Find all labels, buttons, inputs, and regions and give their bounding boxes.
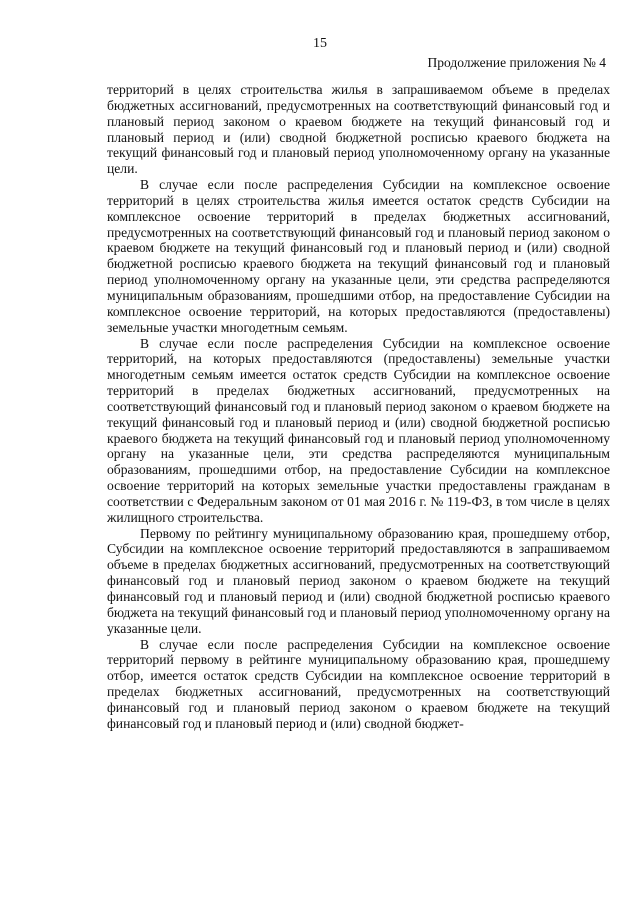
paragraph: Первому по рейтингу муниципальному образованию края, прошедшему отбор, Субсидии на комплексное освоение территорий предоставляются в запрашиваемом объеме в пределах бюджетных ассигнований, предусмотренных на соответствующий финансовый год и плановый период законом о краевом бюджете на текущий финансовый год и плановый период и (или) сводной бюджетной росписью краевого бюджета на текущий финансовый год и плановый период уполномоченному органу на указанные цели.	[107, 525, 610, 636]
page-number: 15	[313, 36, 327, 51]
paragraph: В случае если после распределения Субсидии на комплексное освоение территорий в целях строительства жилья имеется остаток средств Субсидии на комплексное освоение территорий в пределах бюджетных ассигнований, предусмотренных на соответствующий финансовый год и плановый период законом о краевом бюджете на текущий финансовый год и плановый период и (или) сводной бюджетной росписью краевого бюджета на текущий финансовый год и плановый период уполномоченному органу на указанные цели, эти средства распределяются муниципальным образованиям, прошедшими отбор, на предоставление Субсидии на комплексное освоение территорий, на которых предоставляются (предоставлены) земельные участки многодетным семьям.	[107, 177, 610, 335]
paragraph: В случае если после распределения Субсидии на комплексное освоение территорий первому в рейтинге муниципальному образованию края, прошедшему отбор, имеется остаток средств Субсидии на комплексное освоение территорий в пределах бюджетных ассигнований, предусмотренных на соответствующий финансовый год и плановый период законом о краевом бюджете на текущий финансовый год и плановый период и (или) сводной бюджет-	[107, 636, 610, 731]
appendix-continuation-note: Продолжение приложения № 4	[427, 55, 606, 70]
paragraph-continuation: территорий в целях строительства жилья в запрашиваемом объеме в пределах бюджетных ассигнований, предусмотренных на соответствующий финансовый год и плановый период законом о краевом бюджете на текущий финансовый год и плановый период и (или) сводной бюджетной росписью краевого бюджета на текущий финансовый год и плановый период уполномоченному органу на указанные цели.	[107, 82, 610, 177]
document-body	[107, 82, 610, 732]
paragraph: В случае если после распределения Субсидии на комплексное освоение территорий, на которых предоставляются (предоставлены) земельные участки многодетным семьям имеется остаток средств Субсидии на комплексное освоение территорий в пределах бюджетных ассигнований, предусмотренных на соответствующий финансовый год и плановый период законом о краевом бюджете на текущий финансовый год и плановый период и (или) сводной бюджетной росписью краевого бюджета на текущий финансовый год и плановый период уполномоченному органу на указанные цели, эти средства распределяются муниципальным образованиям, прошедшими отбор, на предоставление Субсидии на комплексное освоение территорий на которых земельные участки предоставлены гражданам в соответствии с Федеральным законом от 01 мая 2016 г. № 119-ФЗ, в том числе в целях жилищного строительства.	[107, 335, 610, 525]
